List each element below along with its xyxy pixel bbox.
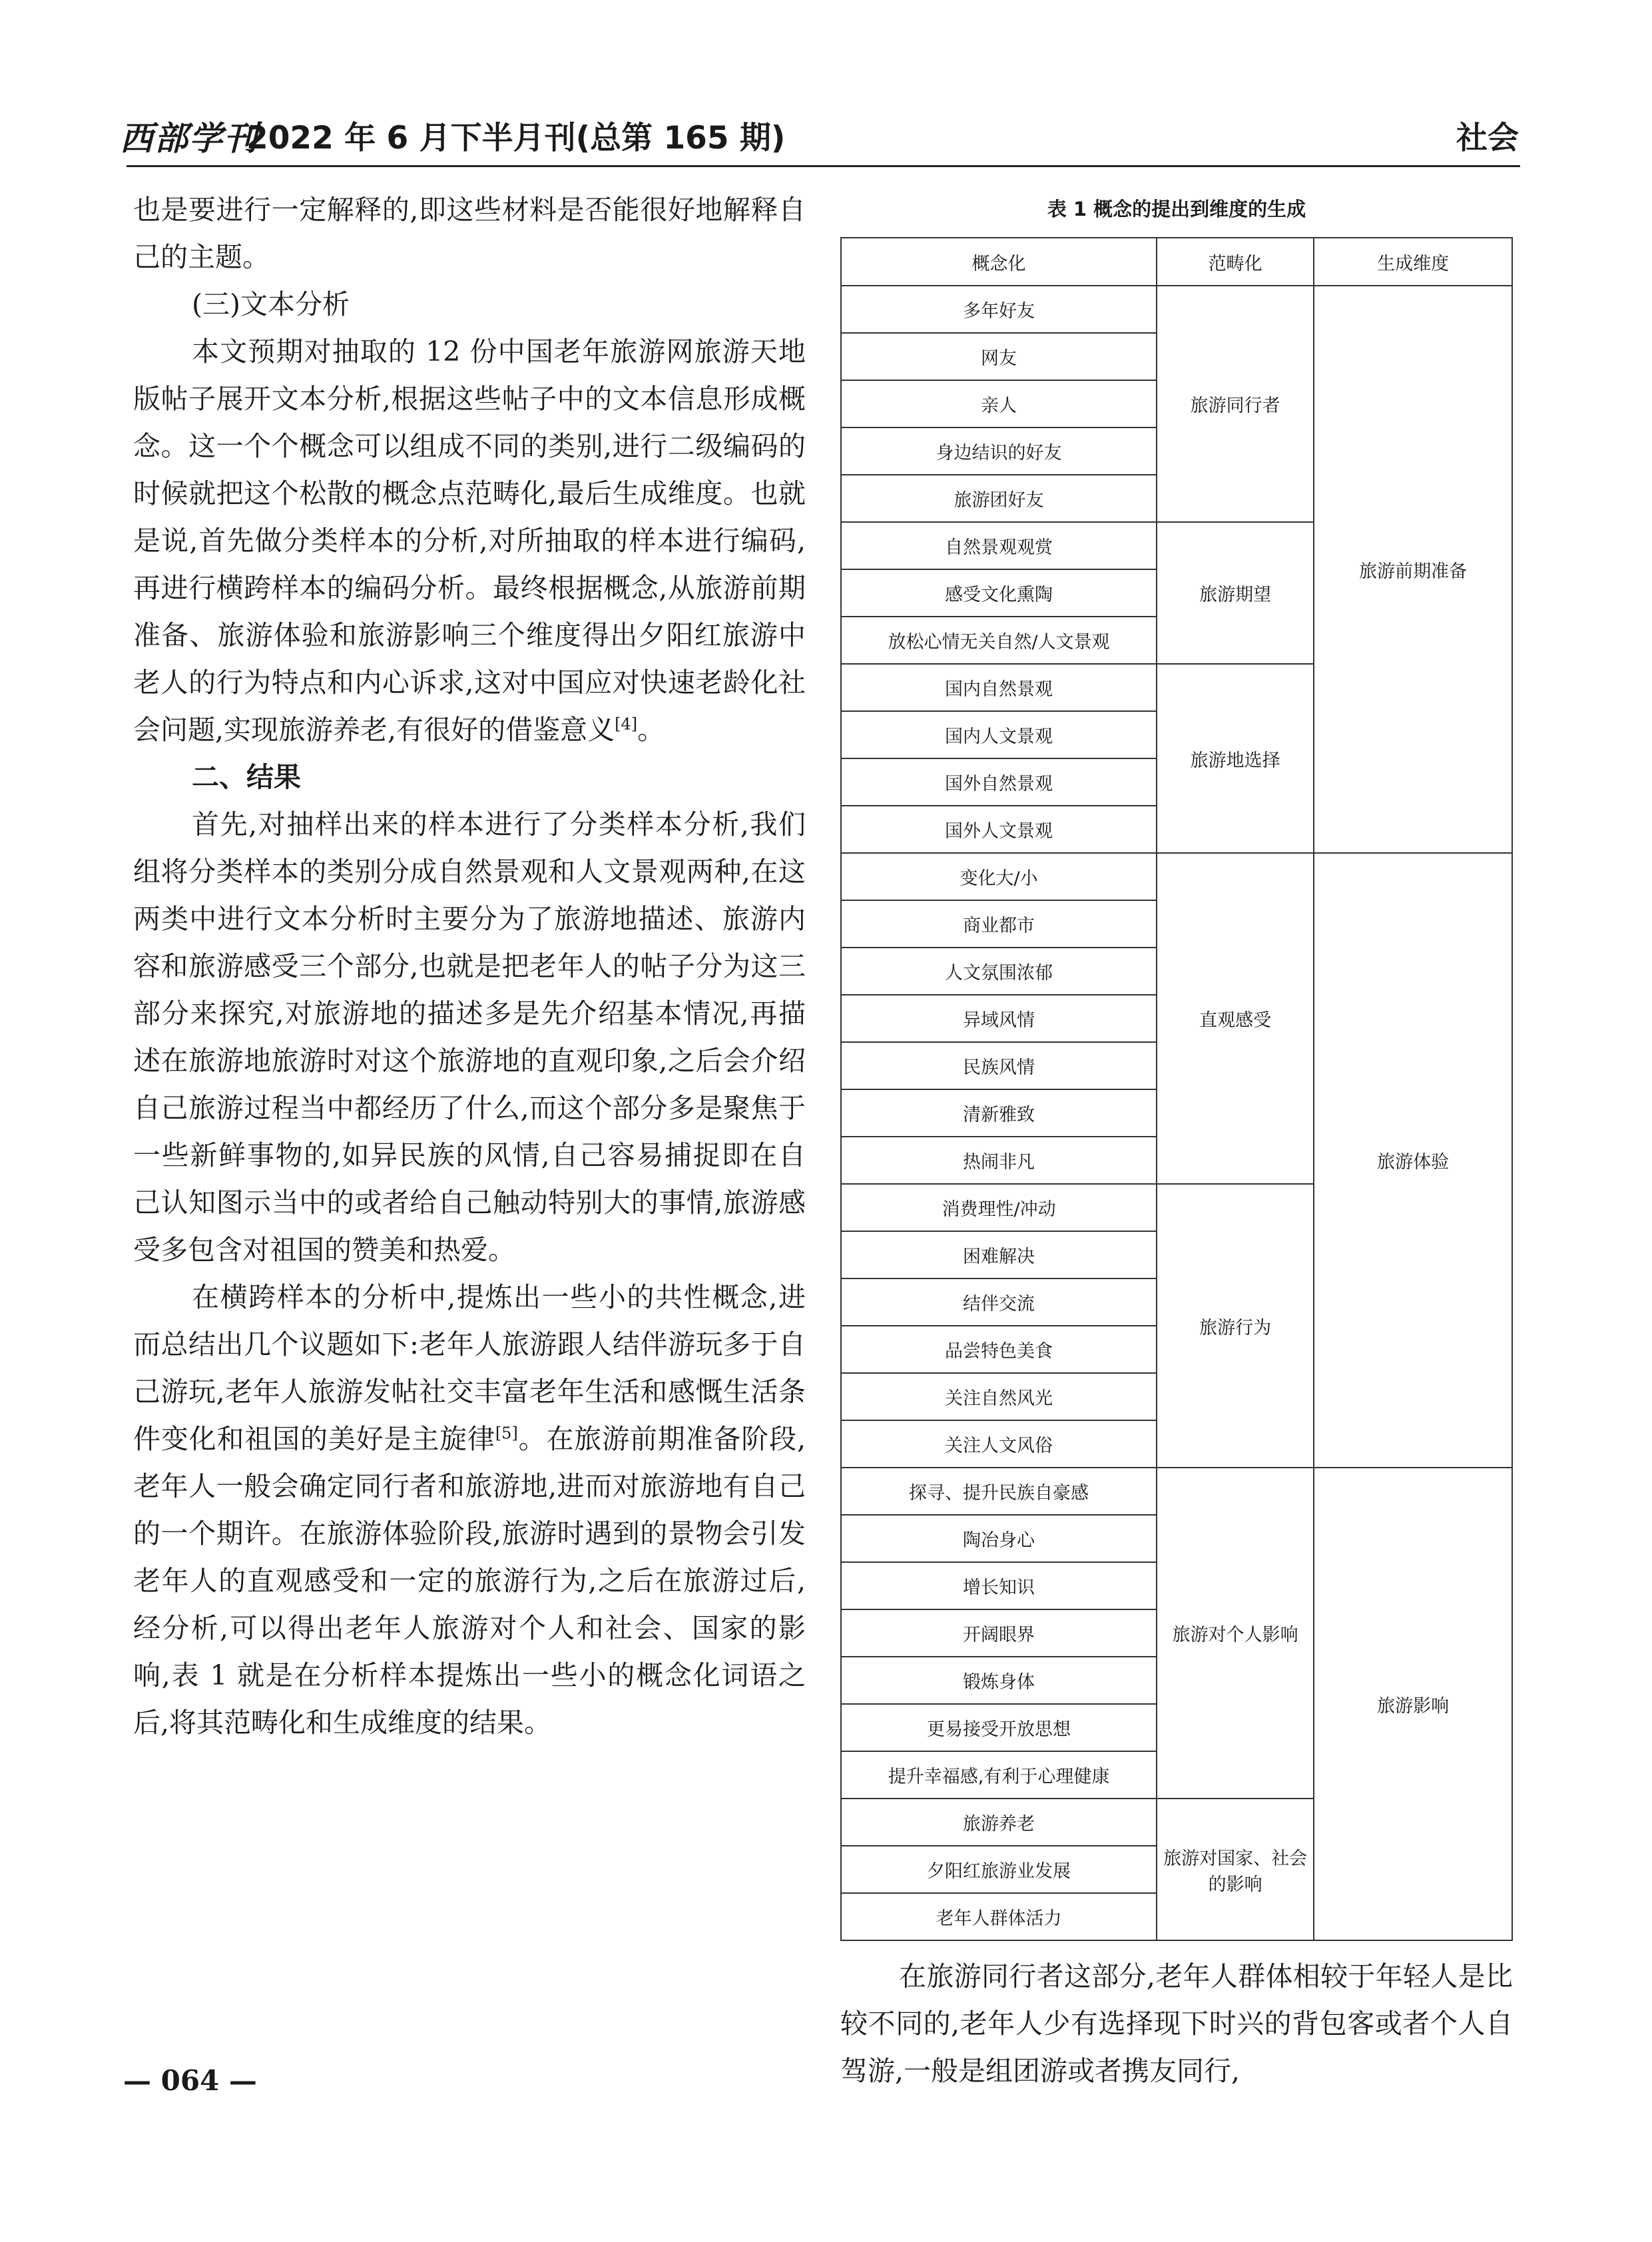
concept-cell: 更易接受开放思想 <box>841 1704 1157 1751</box>
section-heading-results: 二、结果 <box>192 761 301 793</box>
dimension-cell: 旅游体验 <box>1314 853 1512 1468</box>
paragraph: 在旅游同行者这部分,老年人群体相较于年轻人是比较不同的,老年人少有选择现下时兴的背包客或者个人自驾游,一般是组团游或者携友同行, <box>840 1960 1513 2087</box>
category-cell: 旅游对个人影响 <box>1157 1468 1314 1799</box>
issue-info: 2022 年 6 月下半月刊(总第 165 期) <box>246 120 786 156</box>
header-rule <box>127 165 1520 167</box>
concept-cell: 品尝特色美食 <box>841 1326 1157 1373</box>
concept-cell: 热闹非凡 <box>841 1137 1157 1184</box>
concept-cell: 增长知识 <box>841 1562 1157 1609</box>
concept-cell: 清新雅致 <box>841 1089 1157 1137</box>
paragraph: 也是要进行一定解释的,即这些材料是否能很好地解释自己的主题。 <box>133 194 806 273</box>
concept-cell: 关注自然风光 <box>841 1373 1157 1420</box>
header-cell: 范畴化 <box>1157 238 1314 286</box>
dimension-cell: 旅游影响 <box>1314 1468 1512 1940</box>
paragraph: 本文预期对抽取的 12 份中国老年旅游网旅游天地版帖子展开文本分析,根据这些帖子中的文本信息形成概念。这一个个概念可以组成不同的类别,进行二级编码的时候就把这个松散的概念点范畴化,最后生成维度。也就是说,首先做分类样本的分析,对所抽取的样本进行编码,再进行横跨样本的编码分析。最终根据概念,从旅游前期准备、旅游体验和旅游影响三个维度得出夕阳红旅游中老人的行为特点和内心诉求,这对中国应对快速老龄化社会问题,实现旅游养老,有很好的借鉴意义[4]。 <box>133 336 806 746</box>
concept-cell: 人文氛围浓郁 <box>841 948 1157 995</box>
paragraph: 在横跨样本的分析中,提炼出一些小的共性概念,进而总结出几个议题如下:老年人旅游跟人结伴游玩多于自己游玩,老年人旅游发帖社交丰富老年生活和感慨生活条件变化和祖国的美好是主旋律[5]。在旅游前期准备阶段,老年人一般会确定同行者和旅游地,进而对旅游地有自己的一个期许。在旅游体验阶段,旅游时遇到的景物会引发老年人的直观感受和一定的旅游行为,之后在旅游过后,经分析,可以得出老年人旅游对个人和社会、国家的影响,表 1 就是在分析样本提炼出一些小的概念化词语之后,将其范畴化和生成维度的结果。 <box>133 1281 806 1739</box>
concept-cell: 民族风情 <box>841 1042 1157 1089</box>
concept-cell: 夕阳红旅游业发展 <box>841 1846 1157 1893</box>
citation-ref: [5] <box>495 1424 518 1443</box>
concept-cell: 国内自然景观 <box>841 664 1157 711</box>
table-caption: 表 1 概念的提出到维度的生成 <box>1047 198 1306 220</box>
citation-ref: [4] <box>615 714 638 734</box>
concept-table <box>840 237 1513 1941</box>
concept-cell: 旅游团好友 <box>841 475 1157 522</box>
concept-cell: 变化大/小 <box>841 853 1157 900</box>
concept-cell: 商业都市 <box>841 900 1157 948</box>
subheading-text-analysis: (三)文本分析 <box>192 288 350 320</box>
concept-cell: 国外人文景观 <box>841 806 1157 853</box>
header-cell: 生成维度 <box>1314 238 1512 286</box>
journal-logo: 西部学刊 <box>120 119 258 158</box>
page-number: — 064 — <box>123 2064 257 2097</box>
concept-cell: 国外自然景观 <box>841 758 1157 806</box>
concept-cell: 国内人文景观 <box>841 711 1157 758</box>
concept-cell: 陶冶身心 <box>841 1515 1157 1562</box>
category-cell: 旅游对国家、社会的影响 <box>1157 1799 1314 1940</box>
category-cell: 旅游同行者 <box>1157 286 1314 522</box>
concept-cell: 锻炼身体 <box>841 1657 1157 1704</box>
concept-cell: 感受文化熏陶 <box>841 569 1157 617</box>
paragraph: 首先,对抽样出来的样本进行了分类样本分析,我们组将分类样本的类别分成自然景观和人文景观两种,在这两类中进行文本分析时主要分为了旅游地描述、旅游内容和旅游感受三个部分,也就是把老年人的帖子分为这三部分来探究,对旅游地的描述多是先介绍基本情况,再描述在旅游地旅游时对这个旅游地的直观印象,之后会介绍自己旅游过程当中都经历了什么,而这个部分多是聚焦于一些新鲜事物的,如异民族的风情,自己容易捕捉即在自己认知图示当中的或者给自己触动特别大的事情,旅游感受多包含对祖国的赞美和热爱。 <box>133 808 806 1266</box>
concept-cell: 身边结识的好友 <box>841 427 1157 475</box>
dimension-cell: 旅游前期准备 <box>1314 286 1512 853</box>
concept-cell: 自然景观观赏 <box>841 522 1157 569</box>
concept-cell: 关注人文风俗 <box>841 1420 1157 1468</box>
concept-cell: 老年人群体活力 <box>841 1893 1157 1940</box>
concept-cell: 异域风情 <box>841 995 1157 1042</box>
concept-cell: 消费理性/冲动 <box>841 1184 1157 1231</box>
concept-cell: 旅游养老 <box>841 1799 1157 1846</box>
left-column <box>133 186 806 1747</box>
concept-cell: 多年好友 <box>841 286 1157 333</box>
concept-cell: 探寻、提升民族自豪感 <box>841 1468 1157 1515</box>
concept-cell: 放松心情无关自然/人文景观 <box>841 617 1157 664</box>
concept-cell: 提升幸福感,有利于心理健康 <box>841 1751 1157 1799</box>
right-column <box>840 1953 1513 2095</box>
concept-cell: 困难解决 <box>841 1231 1157 1278</box>
category-cell: 旅游地选择 <box>1157 664 1314 853</box>
category-cell: 直观感受 <box>1157 853 1314 1184</box>
concept-cell: 亲人 <box>841 380 1157 427</box>
category-cell: 旅游期望 <box>1157 522 1314 664</box>
header-cell: 概念化 <box>841 238 1157 286</box>
concept-cell: 网友 <box>841 333 1157 380</box>
category-cell: 旅游行为 <box>1157 1184 1314 1468</box>
section-label: 社会 <box>1456 120 1519 156</box>
concept-cell: 结伴交流 <box>841 1278 1157 1326</box>
concept-cell: 开阔眼界 <box>841 1609 1157 1657</box>
